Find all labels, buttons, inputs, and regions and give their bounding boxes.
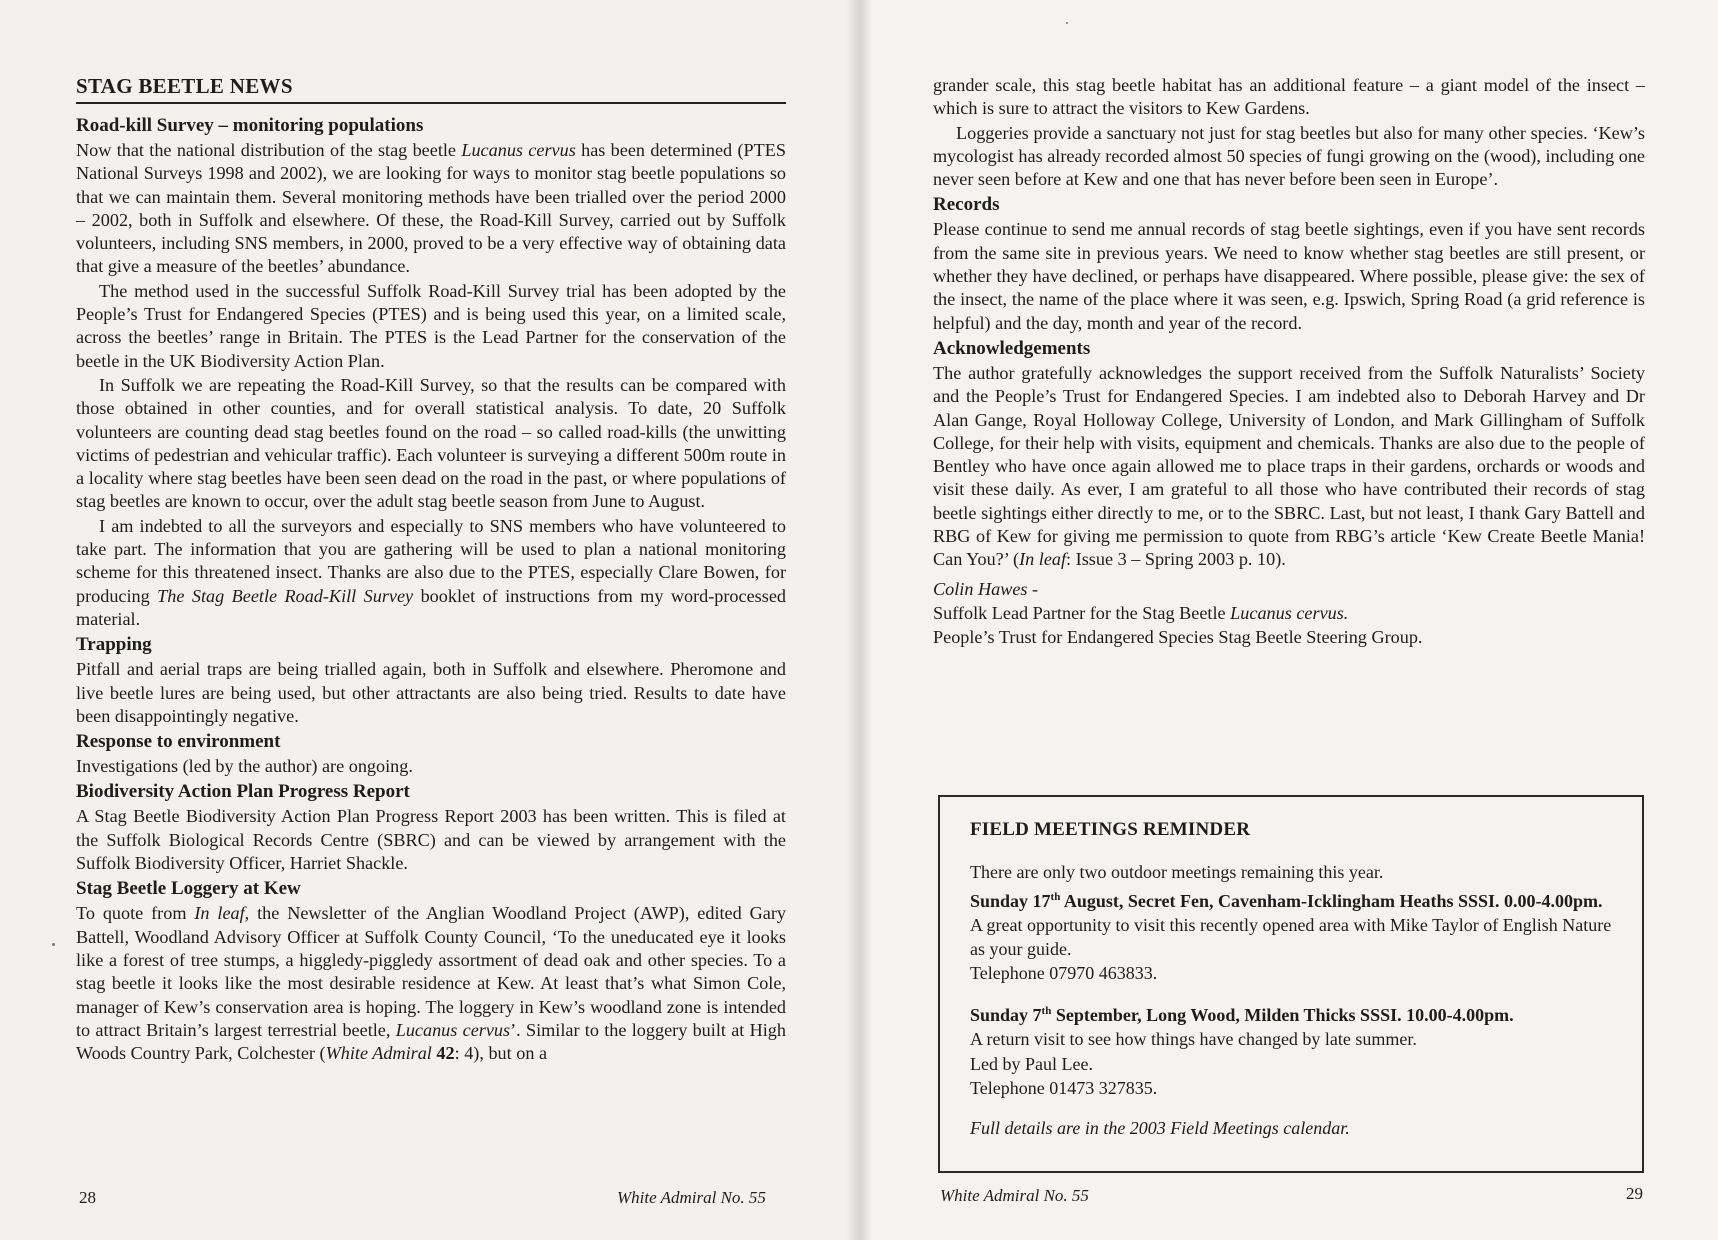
- species-name: Lucanus cervus: [461, 140, 576, 160]
- kew-continuation-2: Loggeries provide a sanctuary not just for stag beetles but also for many other species. ‘Kew’s mycologist has already recorded almost 50 species of fungi growing on the (wood), including one never seen before at Kew and one that has never before been seen in Europe’.: [933, 122, 1645, 190]
- text-span: has been determined (PTES National Surveys 1998 and 2002), we are looking for ways to monitor stag beetle populations so that we can maintain them. Several monitoring methods have been trialled over the period 2000 – 2002, both in Suffolk and elsewhere. Of these, the Road-Kill Survey, carried out by Suffolk volunteers, including SNS members, in 2000, proved to be a very effective way of obtaining data that give a measure of the beetles’ abundance.: [76, 140, 786, 277]
- newsletter-title: In leaf: [194, 903, 245, 924]
- bap-paragraph: A Stag Beetle Biodiversity Action Plan Progress Report 2003 has been written. This is filed at the Suffolk Biological Records Centre (SBRC) and can be viewed by arrangement with the Suffolk Biodiversity Officer, Harriet Shackle.: [76, 806, 786, 874]
- box-intro: There are only two outdoor meetings remaining this year.: [970, 862, 1384, 882]
- trapping-heading: Trapping: [76, 634, 152, 656]
- print-speck: [1066, 22, 1068, 24]
- text-span: September, Long Wood, Milden Thicks SSSI. 10.00-4.00pm.: [1051, 1004, 1514, 1025]
- print-speck: [52, 943, 55, 946]
- journal-name-left: White Admiral No. 55: [617, 1188, 766, 1207]
- article-title: STAG BEETLE NEWS: [76, 74, 786, 104]
- acknowledgements-heading: Acknowledgements: [933, 337, 1091, 359]
- text-span: : Issue 3 – Spring 2003 p. 10).: [1066, 549, 1286, 570]
- field-meetings-box: [938, 795, 1644, 1173]
- text-span: I am indebted to all the surveyors and especially to SNS members who have volunteered to take part. The information that you are gathering will be used to plan a national monitoring scheme for this threatened insect. Thanks are also due to the PTES, especially Clare Bowen, for producing: [76, 515, 786, 606]
- ordinal-suffix: th: [1041, 1004, 1052, 1017]
- species-name: Lucanus cervus: [395, 1019, 511, 1040]
- right-column: [933, 74, 1645, 650]
- text-span: booklet of instructions from my word-processed material.: [76, 585, 786, 629]
- volume-number: 42: [436, 1043, 455, 1064]
- meeting-2-phone: Telephone 01473 327835.: [970, 1078, 1158, 1098]
- roadkill-paragraph-4: [76, 515, 786, 631]
- text-span: August, Secret Fen, Cavenham-Icklingham Heaths SSSI. 0.00-4.00pm.: [1060, 890, 1603, 911]
- meeting-2-leader: Led by Paul Lee.: [970, 1053, 1093, 1074]
- page-number-left: 28: [79, 1188, 96, 1207]
- left-column: [76, 74, 786, 1065]
- spacer: [970, 1101, 1616, 1117]
- response-heading: Response to environment: [76, 731, 281, 753]
- acknowledgements-paragraph: [933, 362, 1645, 572]
- text-span: Now that the national distribution of the stag beetle: [76, 140, 462, 160]
- meeting-1-phone: Telephone 07970 463833.: [970, 963, 1158, 983]
- author-role-1: [933, 602, 1645, 625]
- journal-name-right: White Admiral No. 55: [940, 1186, 1089, 1205]
- records-paragraph: Please continue to send me annual records of stag beetle sightings, even if you have sent records from the same site in previous years. We need to know whether stag beetles are still present, or whether they have declined, or perhaps have disappeared. Where possible, please give: the sex of the insect, the name of the place where it was seen, e.g. Ipswich, Spring Road (a grid reference is helpful) and the day, month and year of the record.: [933, 219, 1645, 333]
- text-span: The author gratefully acknowledges the support received from the Suffolk Naturalists’ Society and the People’s Trust for Endangered Species. I am indebted also to Deborah Harvey and Dr Alan Gange, Royal Holloway College, University of London, and Mark Gillingham of Suffolk College, for their help with visits, equipment and chemicals. Thanks are also due to the people of Bentley who have once again allowed me to place traps in their gardens, orchards or woods and visit these daily. As ever, I am grateful to all those who have contributed their records of stag beetle sightings either directly to me, or to the SBRC. Last, but not least, I thank Gary Battell and RBG of Kew for giving me permission to quote from RBG’s article ‘Kew Create Beetle Mania! Can You?’ (: [933, 362, 1645, 570]
- booklet-title: The Stag Beetle Road-Kill Survey: [157, 585, 414, 606]
- meeting-1-title-text: [970, 891, 1603, 911]
- meeting-1-title: [970, 886, 1616, 914]
- spacer: [970, 986, 1616, 1000]
- text-span: , the Newsletter of the Anglian Woodland Project (AWP), edited Gary Battell, Woodland Advisory Officer at Suffolk County Council, ‘To the uneducated eye it looks like a forest of tree stumps, a higgledy-piggledy assortment of dead oak and other species. To a stag beetle it looks like the most desirable residence at Kew. At least that’s what Simon Cole, manager of Kew’s conservation area is hoping. The loggery in Kew’s woodland zone is intended to attract Britain’s largest terrestrial beetle,: [76, 903, 786, 1040]
- box-heading: FIELD MEETINGS REMINDER: [970, 819, 1251, 840]
- newsletter-title: In leaf: [1019, 549, 1067, 570]
- loggery-heading: Stag Beetle Loggery at Kew: [76, 878, 301, 900]
- author-name-text: Colin Hawes -: [933, 578, 1039, 599]
- roadkill-paragraph-3: In Suffolk we are repeating the Road-Kill Survey, so that the results can be compared with those obtained in other counties, and for overall statistical analysis. To date, 20 Suffolk volunteers are counting dead stag beetles found on the road – so called road-kills (the unwitting victims of pedestrian and vehicular traffic). Each volunteer is surveying a different 500m route in a locality where stag beetles have been seen dead on the road in the past, or where populations of stag beetles are known to occur, over the adult stag beetle season from June to August.: [76, 374, 786, 512]
- meeting-2-description: A return visit to see how things have changed by late summer.: [970, 1029, 1417, 1049]
- ordinal-suffix: th: [1050, 890, 1061, 903]
- roadkill-heading: Road-kill Survey – monitoring populations: [76, 115, 424, 136]
- roadkill-paragraph-1: [76, 139, 786, 279]
- loggery-paragraph: [76, 902, 786, 1065]
- page-number-right: 29: [1626, 1184, 1643, 1203]
- trapping-paragraph: Pitfall and aerial traps are being trialled again, both in Suffolk and elsewhere. Pheromone and live beetle lures are being used, but other attractants are also being tried. Results to date have been disappointingly negative.: [76, 659, 786, 726]
- meeting-1-description: A great opportunity to visit this recently opened area with Mike Taylor of English Nature as your guide.: [970, 915, 1612, 959]
- kew-continuation-1: grander scale, this stag beetle habitat has an additional feature – a giant model of the insect – which is sure to attract the visitors to Kew Gardens.: [933, 75, 1645, 119]
- author-role-2: People’s Trust for Endangered Species Stag Beetle Steering Group.: [933, 627, 1423, 648]
- meeting-2-title-text: [970, 1005, 1514, 1025]
- book-gutter: [846, 0, 872, 1240]
- box-footer-text: Full details are in the 2003 Field Meetings calendar.: [970, 1117, 1350, 1138]
- bap-heading: Biodiversity Action Plan Progress Report: [76, 781, 410, 803]
- text-span: Suffolk Lead Partner for the Stag Beetle: [933, 602, 1231, 623]
- text-span: Sunday 7: [970, 1004, 1042, 1025]
- roadkill-paragraph-2: The method used in the successful Suffolk Road-Kill Survey trial has been adopted by the People’s Trust for Endangered Species (PTES) and is being used this year, on a limited scale, across the beetles’ range in Britain. The PTES is the Lead Partner for the conservation of the beetle in the UK Biodiversity Action Plan.: [76, 280, 786, 371]
- text-span: Sunday 17: [970, 890, 1051, 911]
- box-footer: [970, 1117, 1616, 1141]
- text-span: To quote from: [76, 903, 195, 924]
- text-span: ’. Similar to the loggery built at High Woods Country Park, Colchester (: [76, 1019, 786, 1064]
- author-signature: [933, 578, 1645, 650]
- meeting-2-title: [970, 1000, 1616, 1028]
- journal-citation: White Admiral: [325, 1043, 432, 1064]
- text-span: : 4), but on a: [454, 1043, 548, 1064]
- records-heading: Records: [933, 194, 1000, 216]
- response-paragraph: Investigations (led by the author) are ongoing.: [76, 756, 413, 777]
- species-name: Lucanus cervus.: [1230, 602, 1349, 623]
- author-name: [933, 578, 1645, 601]
